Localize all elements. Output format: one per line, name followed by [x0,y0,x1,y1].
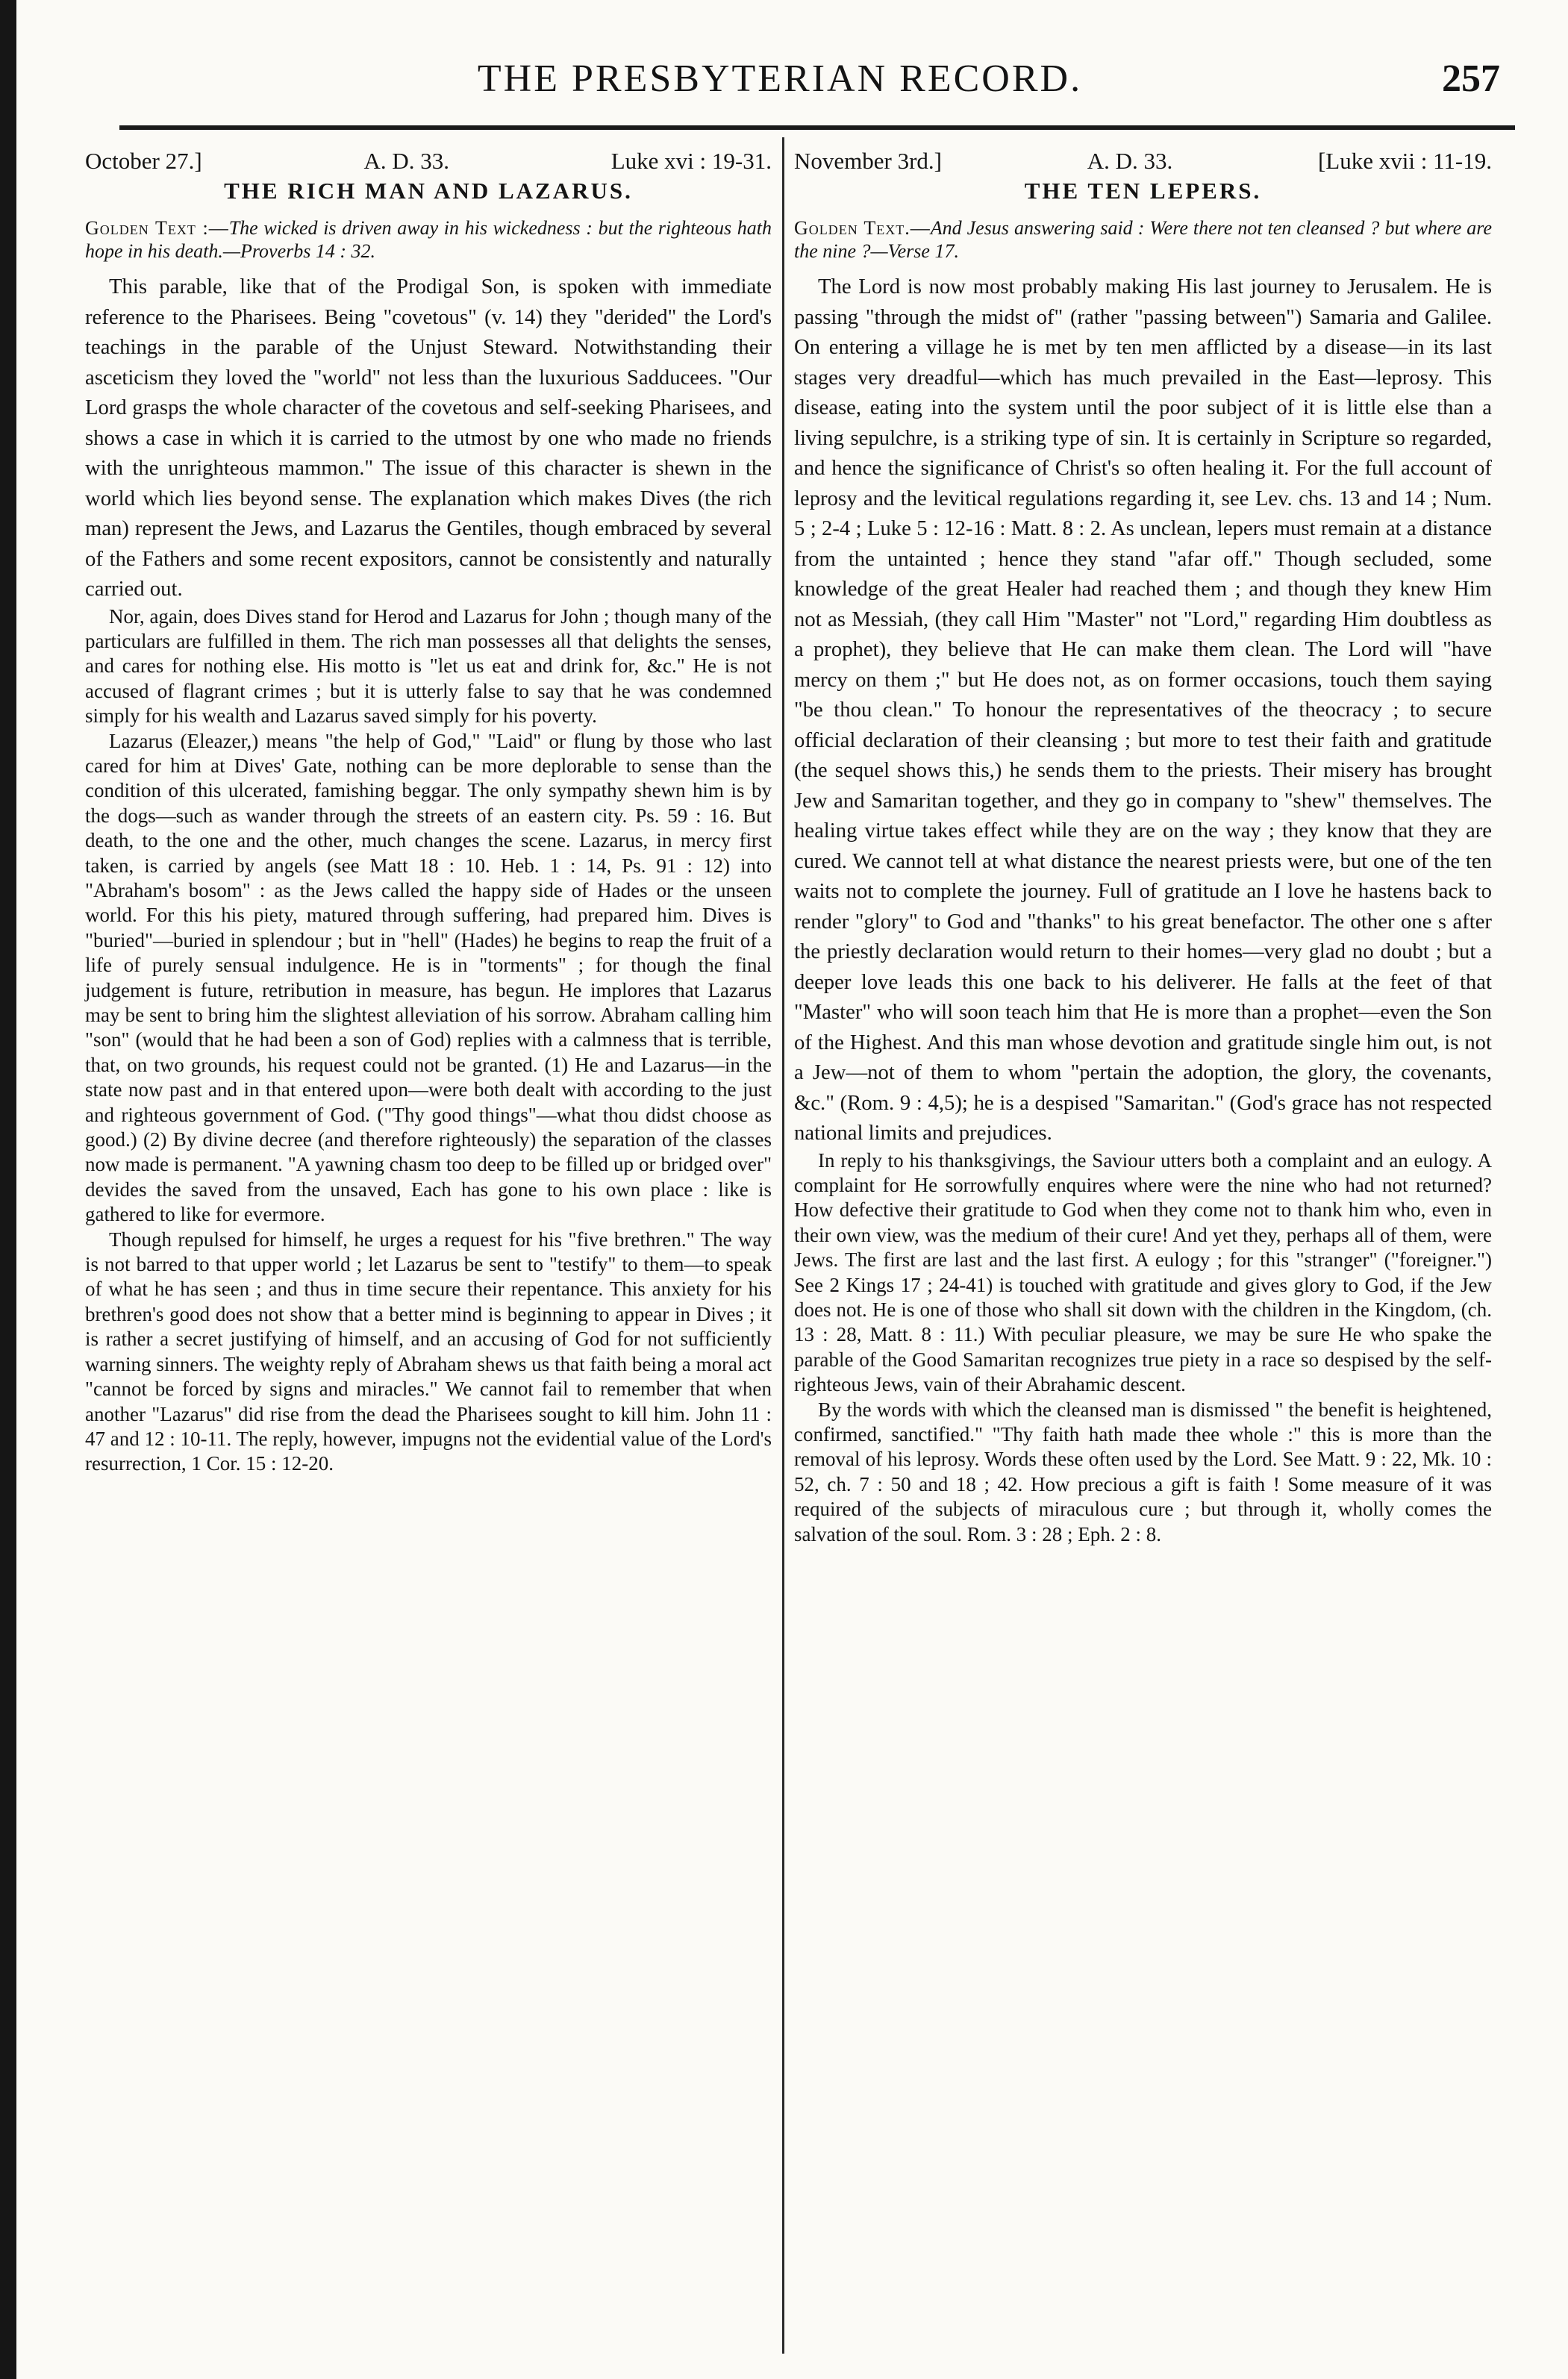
golden-text-body: The wicked is driven away in his wickedness : but the righteous hath hope in his death.—Proverbs 14 : 32. [85,217,772,262]
body-paragraph: This parable, like that of the Prodigal Son, is spoken with immediate reference to the Pharisees. Being "covetous" (v. 14) they "derided" the Lord's teachings in the parable of the Unjust Steward. Notwithstanding their asceticism they loved the "world" not less than the luxurious Sadducees. "Our Lord grasps the whole character of the covetous and self-seeking Pharisees, and shows a case in which it is carried to the utmost by one who made no friends with the unrighteous mammon." The issue of this character is shewn in the world which lies beyond sense. The explanation which makes Dives (the rich man) represent the Jews, and Lazarus the Gentiles, though embraced by several of the Fathers and some recent expositors, cannot be consistently and naturally carried out. [85,275,772,601]
lesson-date-line [794,146,1492,176]
body-paragraph: Lazarus (Eleazer,) means "the help of God," "Laid" or flung by those who last cared for him at Dives' Gate, nothing can be more deplorable to sense than the condition of this ulcerated, famishing beggar. The only sympathy shewn him is by the dogs—such as wander through the streets of an eastern city. Ps. 59 : 16. But death, to the one and the other, much changes the scene. Lazarus, in mercy first taken, is carried by angels (see Matt 18 : 10. Heb. 1 : 14, Ps. 91 : 12) into "Abraham's bosom" : as the Jews called the happy side of Hades or the unseen world. For this his piety, matured through suffering, had prepared him. Dives is "buried"—buried in splendour ; but in "hell" (Hades) he begins to reap the fruit of a life of purely sensual indulgence. He is in "torments" ; for though the final judgement is future, retribution in measure, has begun. He implores that Lazarus may be sent to bring him the slightest alleviation of his sorrow. Abraham calling him "son" (would that he had been a son of God) replies with a calmness that is terrible, that, on two grounds, his request could not be granted. (1) He and Lazarus—in the state now past and in that entered upon—were both dealt with according to the just and righteous government of God. ("Thy good things"—what thou didst choose as good.) (2) By divine decree (and therefore righteously) the separation of the classes now made is permanent. "A yawning chasm too deep to be filled up or bridged over" devides the saved from the unsaved, Each has gone to his own place : like is gathered to like for evermore. [85,729,772,1226]
body-paragraph: The Lord is now most probably making His last journey to Jerusalem. He is passing "through the midst of" (rather "passing between") Samaria and Galilee. On entering a village he is met by ten men afflicted by a disease—in its last stages very dreadful—which has much prevailed in the East—leprosy. This disease, eating into the system until the poor subject of it is little else than a living sepulchre, is a striking type of sin. It is certainly in Scripture so regarded, and hence the significance of Christ's so often healing it. For the full account of leprosy and the levitical regulations regarding it, see Lev. chs. 13 and 14 ; Num. 5 ; 2-4 ; Luke 5 : 12-16 : Matt. 8 : 2. As unclean, lepers must remain at a distance from the untainted ; hence they stand "afar off." Though secluded, some knowledge of the great Healer had reached them ; and though they knew Him not as Messiah, (they call Him "Master" not "Lord," regarding Him doubtless as a prophet), they believe that He can make them clean. The Lord will "have mercy on them ;" but He does not, as on former occasions, touch them saying "be thou clean." To honour the representatives of the theocracy ; to secure official declaration of their cleansing ; but more to test their faith and gratitude (the sequel shows this,) he sends them to the priests. Their misery has brought Jew and Samaritan together, and they go in company to "shew" themselves. The healing virtue takes effect while they are on the way ; they know that they are cured. We cannot tell at what distance the nearest priests were, but one of the ten waits not to complete the journey. Full of gratitude an I love he hastens back to render "glory" to God and "thanks" to his great benefactor. The other one s after the priestly declaration would return to their homes—very glad no doubt ; but a deeper love leads this one back to his deliverer. He falls at the feet of that "Master" who will soon teach him that He is more than a prophet—even the Son of the Highest. And this man whose devotion and gratitude single him out, is not a Jew—not of them to whom "pertain the adoption, the glory, the covenants, &c." (Rom. 9 : 4,5); he is a despised "Samaritan." (God's grace has not respected national limits and prejudices. [794,275,1492,1145]
body-paragraph: Though repulsed for himself, he urges a request for his "five brethren." The way is not barred to that upper world ; let Lazarus be sent to "testify" to them—to speak of what he has seen ; and thus in time secure their repentance. This anxiety for his brethren's good does not show that a better mind is beginning to appear in Dives ; it is rather a secret justifying of himself, and an accusing of God for not sufficiently warning sinners. The weighty reply of Abraham shews us that faith being a moral act "cannot be forced by signs and miracles." We cannot fail to remember that when another "Lazarus" did rise from the dead the Pharisees sought to kill him. John 11 : 47 and 12 : 10-11. The reply, however, impugns not the evidential value of the Lord's resurrection, 1 Cor. 15 : 12-20. [85,1228,772,1475]
lesson-date-line [85,146,772,176]
golden-text-body: And Jesus answering said : Were there not ten cleansed ? but where are the nine ?—Verse 17. [794,217,1492,262]
scan-edge [0,0,16,2379]
running-title: THE PRESBYTERIAN RECORD. [477,57,1083,100]
lesson-date: October 27.] [85,148,202,174]
column-divider [782,137,784,2354]
header-rule [119,125,1515,130]
page-header [52,57,1508,116]
body-paragraph: By the words with which the cleansed man is dismissed " the benefit is heightened, confirmed, sanctified." "Thy faith hath made thee whole :" this is more than the removal of his leprosy. Words these often used by the Lord. See Matt. 9 : 22, Mk. 10 : 52, ch. 7 : 50 and 18 ; 42. How precious a gift is faith ! Some measure of it was required of the subjects of miraculous cure ; but through it, wholly comes the salvation of the soul. Rom. 3 : 28 ; Eph. 2 : 8. [794,1398,1492,1545]
lesson-column-right [794,146,1492,1547]
body-paragraph: Nor, again, does Dives stand for Herod and Lazarus for John ; though many of the particulars are fulfilled in them. The rich man possesses all that delights the senses, and cares for nothing else. His motto is "let us eat and drink for, &c." He is not accused of flagrant crimes ; but it is utterly false to say that he was condemned simply for his wealth and Lazarus saved simply for his poverty. [85,604,772,728]
lesson-year: A. D. 33. [363,148,449,174]
golden-text [85,216,772,263]
golden-text-label: Golden Text.— [794,217,931,239]
golden-text-label: Golden Text :— [85,217,229,239]
body-paragraph: In reply to his thanksgivings, the Saviour utters both a complaint and an eulogy. A complaint for He sorrowfully enquires where were the nine who had not returned? How defective their gratitude to God when they come not to thank him who, even in their own view, was the medium of their cure! And yet they, perhaps all of them, were Jews. The first are last and the last first. A eulogy ; for this "stranger" ("foreigner.") See 2 Kings 17 ; 24-41) is touched with gratitude and gives glory to God, if the Jew does not. He is one of those who shall sit down with the children in the Kingdom, (ch. 13 : 28, Matt. 8 : 11.) With peculiar pleasure, we may be sure He who spake the parable of the Good Samaritan recognizes true piety in a race so despised by the self-righteous Jews, vain of their Abrahamic descent. [794,1148,1492,1396]
page-number: 257 [1442,57,1500,100]
lesson-title: THE RICH MAN AND LAZARUS. [224,178,633,204]
golden-text [794,216,1492,263]
lesson-column-left [85,146,772,1477]
lesson-reference: [Luke xvii : 11-19. [1317,148,1492,174]
lesson-date: November 3rd.] [794,148,942,174]
lesson-title: THE TEN LEPERS. [1024,178,1262,204]
lesson-year: A. D. 33. [1087,148,1173,174]
lesson-reference: Luke xvi : 19-31. [610,148,772,174]
